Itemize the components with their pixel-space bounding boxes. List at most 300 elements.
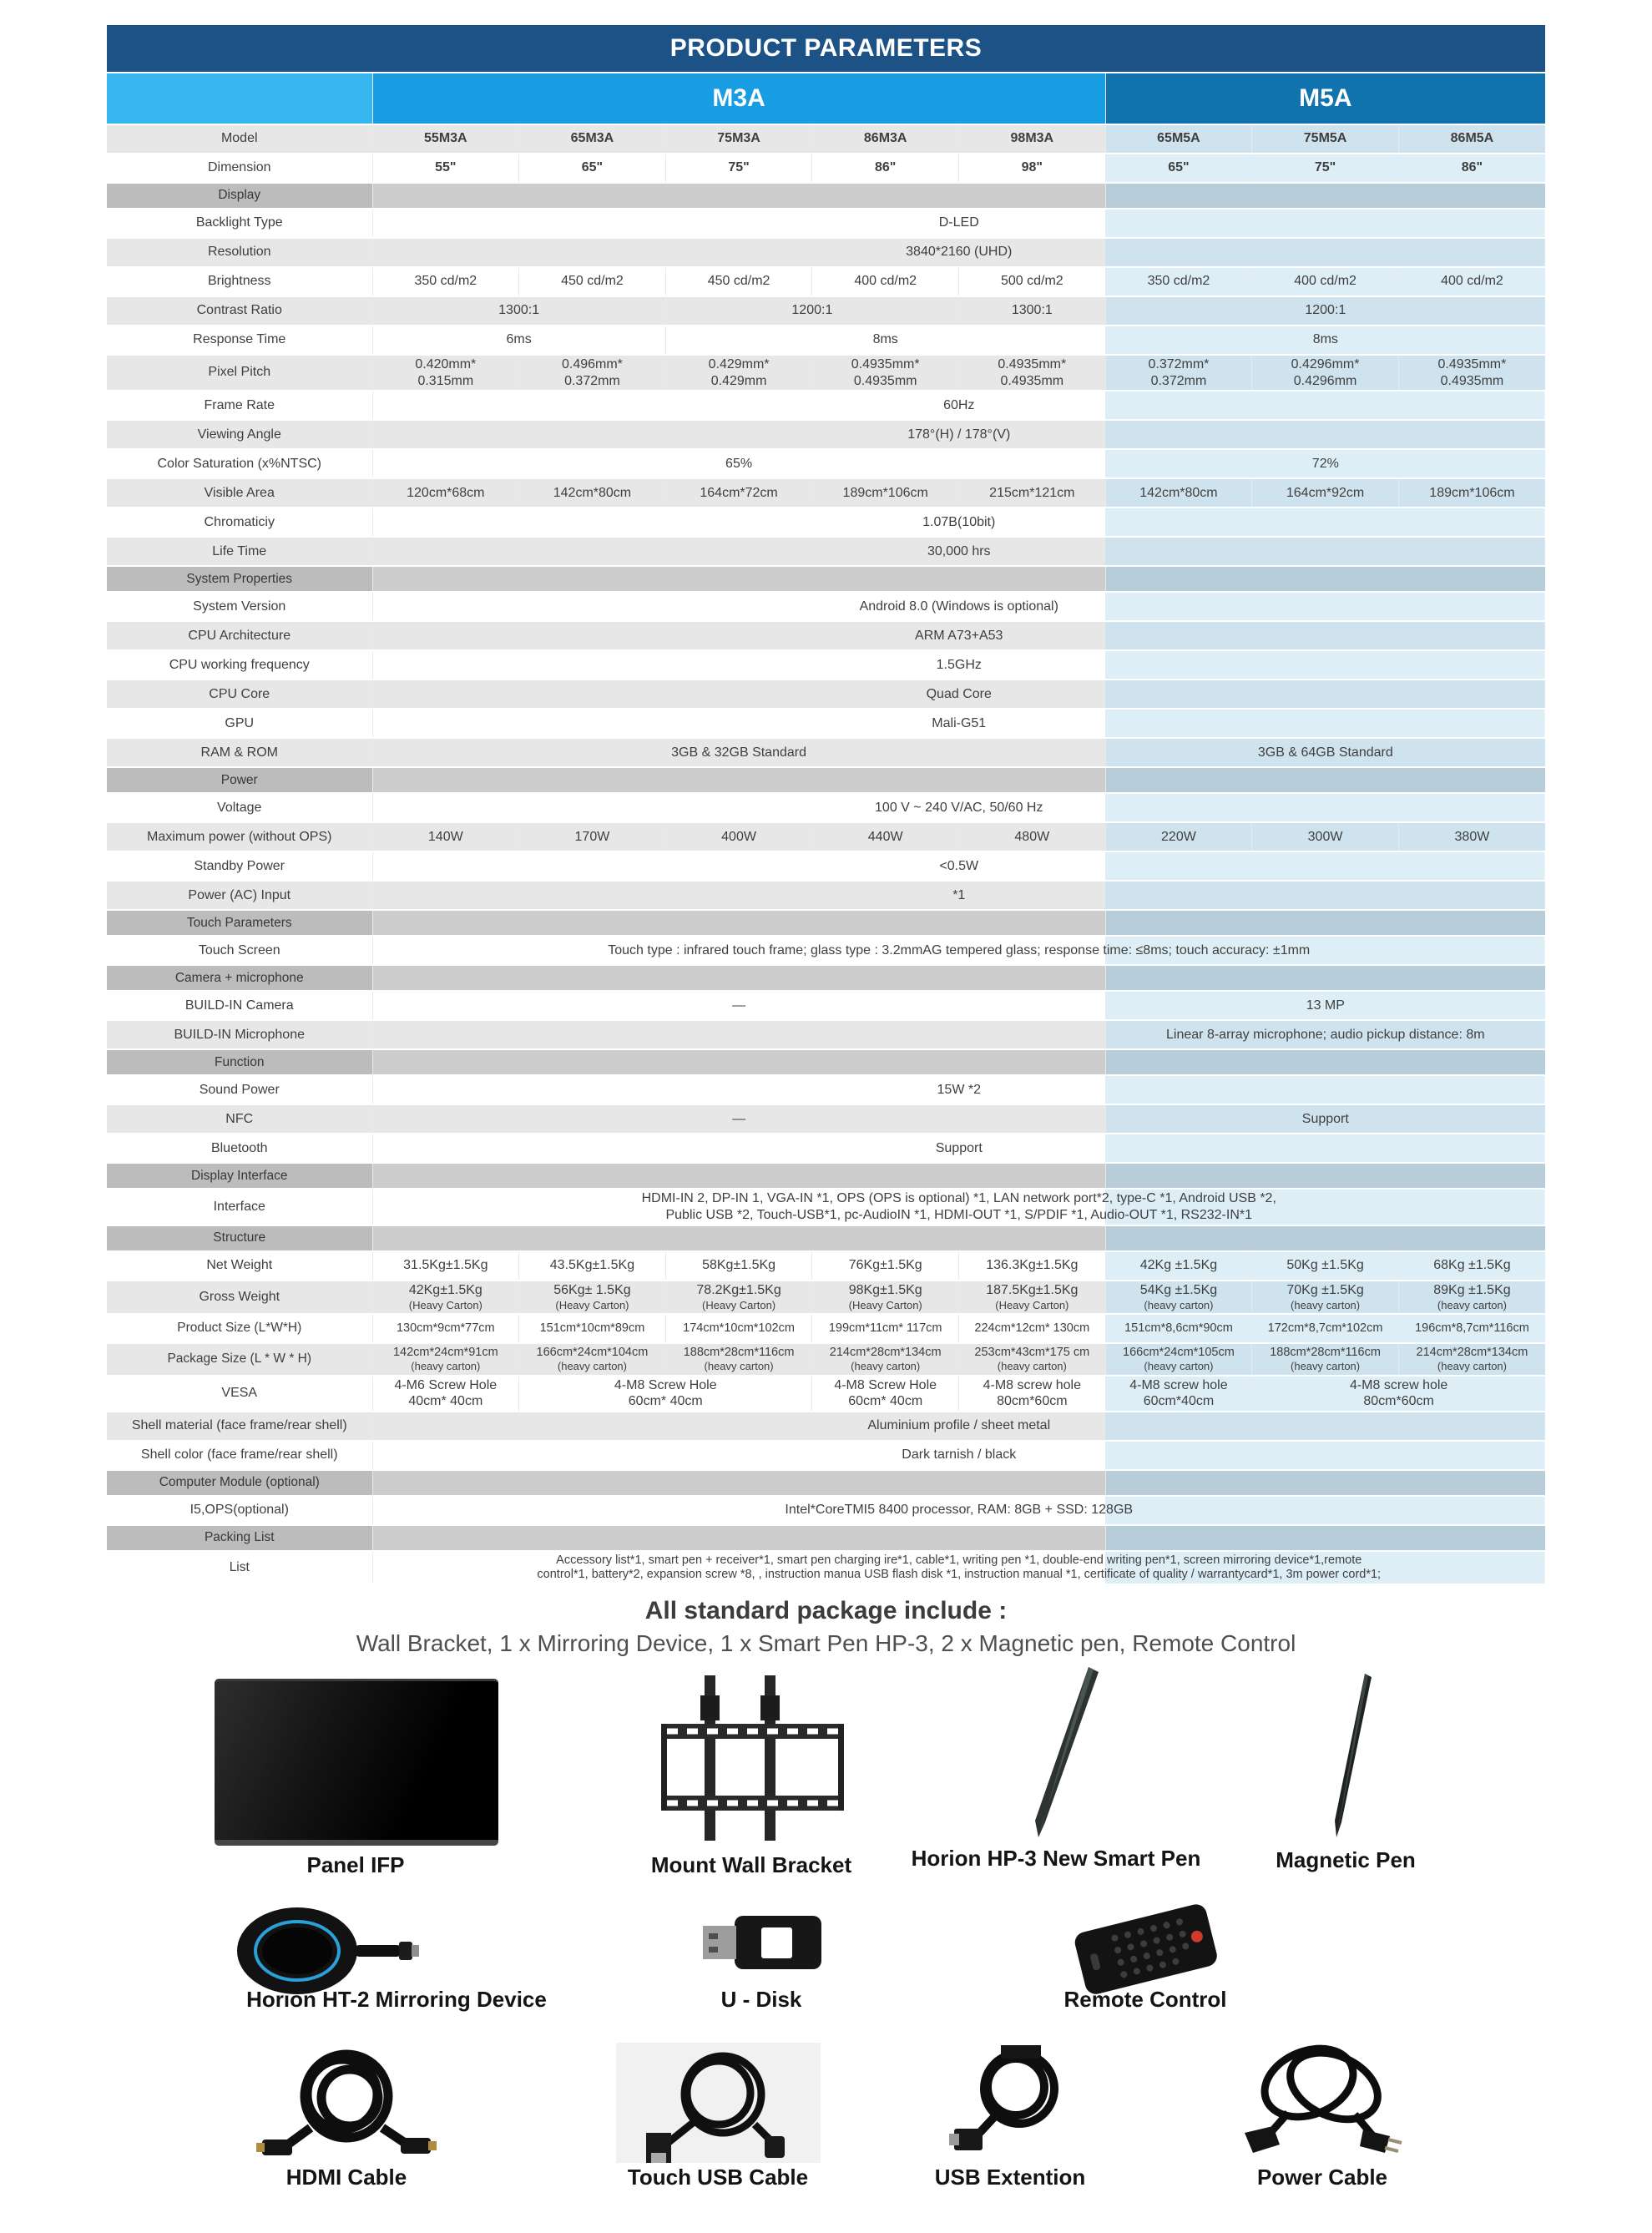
spec-value: 178°(H) / 178°(V) <box>372 420 1545 449</box>
spec-row-system-version <box>107 592 1545 621</box>
section-row-computer-module-optional <box>107 1470 1545 1496</box>
accessory-caption: Horion HT-2 Mirroring Device <box>246 1987 547 2013</box>
spec-value: 86" <box>812 154 959 183</box>
spec-label: NFC <box>107 1104 372 1134</box>
spec-row-backlight-type <box>107 209 1545 238</box>
usb-extension-cable-image <box>929 2045 1088 2162</box>
spec-value: Aluminium profile / sheet metal <box>372 1412 1545 1441</box>
spec-value: 86M3A <box>812 124 959 154</box>
spec-value: Support <box>1105 1104 1545 1134</box>
section-label: Packing List <box>107 1525 372 1551</box>
spec-value: 450 cd/m2 <box>519 267 666 296</box>
spec-label: Bluetooth <box>107 1134 372 1163</box>
spec-value: 214cm*28cm*134cm (heavy carton) <box>1398 1343 1545 1375</box>
spec-label: VESA <box>107 1376 372 1412</box>
spec-label: Voltage <box>107 793 372 822</box>
spec-row-gross-weight <box>107 1281 1545 1314</box>
spec-value-subline: 0.4296mm <box>1293 373 1357 388</box>
usb-disk-image <box>691 1909 829 1980</box>
spec-value: 58Kg±1.5Kg <box>665 1251 812 1281</box>
spec-value-subline: (heavy carton) <box>1437 1360 1507 1373</box>
spec-value: 65M5A <box>1105 124 1252 154</box>
spec-value-subline: 0.4935mm <box>1000 373 1064 388</box>
spec-value: 4-M8 screw hole 80cm*60cm <box>1252 1376 1545 1412</box>
spec-value-subline: (heavy carton) <box>704 1360 774 1373</box>
spec-value-subline: (heavy carton) <box>1144 1298 1214 1311</box>
spec-label: Product Size (L*W*H) <box>107 1314 372 1343</box>
section-fill-m5a <box>1105 910 1545 936</box>
spec-value: ARM A73+A53 <box>372 621 1545 650</box>
spec-label: Model <box>107 124 372 154</box>
spec-value: 42Kg ±1.5Kg <box>1105 1251 1252 1281</box>
spec-value: 140W <box>372 822 519 851</box>
spec-value: Accessory list*1, smart pen + receiver*1, smart pen charging ire*1, cable*1, writing pen *1, double-end writing pen*1, screen mirroring device*1,remote control*1, battery*2, expansion screw *8, , instruction manua USB flash disk *1, instruction manual *1, certificate of quality / warrantycard*1, 3m power cord*1; <box>372 1551 1545 1584</box>
spec-value: 142cm*80cm <box>1105 478 1252 508</box>
section-row-display-interface <box>107 1163 1545 1189</box>
spec-value: 196cm*8,7cm*116cm <box>1398 1314 1545 1343</box>
spec-value: 0.4935mm* 0.4935mm <box>812 355 959 391</box>
spec-value: D-LED <box>372 209 1545 238</box>
hdmi-cable-image <box>249 2048 445 2167</box>
spec-value: 400 cd/m2 <box>1398 267 1545 296</box>
accessory-caption: Horion HP-3 New Smart Pen <box>911 1846 1201 1872</box>
spec-value: 224cm*12cm* 130cm <box>959 1314 1106 1343</box>
section-label: Structure <box>107 1225 372 1251</box>
spec-value: — <box>372 1104 1105 1134</box>
spec-value: 0.4935mm* 0.4935mm <box>959 355 1106 391</box>
spec-row-standby-power <box>107 851 1545 881</box>
spec-value: 70Kg ±1.5Kg (heavy carton) <box>1252 1281 1399 1314</box>
spec-value: 350 cd/m2 <box>1105 267 1252 296</box>
section-fill-m5a <box>1105 965 1545 991</box>
spec-row-product-size-l-w-h <box>107 1314 1545 1343</box>
spec-value: 86M5A <box>1398 124 1545 154</box>
spec-value: 136.3Kg±1.5Kg <box>959 1251 1106 1281</box>
section-fill-m5a <box>1105 566 1545 592</box>
power-cable-image <box>1230 2043 1413 2164</box>
spec-row-gpu <box>107 709 1545 738</box>
series-m3a-header: M3A <box>372 73 1105 124</box>
spec-value-subline: 60cm* 40cm <box>628 1394 703 1409</box>
section-label: System Properties <box>107 566 372 592</box>
section-fill-m5a <box>1105 1225 1545 1251</box>
spec-value-subline: control*1, battery*2, expansion screw *8, , instruction manua USB flash disk *1, instruction manual *1, certificate of quality / warrantycard*1, 3m power cord*1; <box>537 1568 1382 1582</box>
spec-value: 65" <box>1105 154 1252 183</box>
spec-value: 6ms <box>372 326 665 355</box>
spec-label: Touch Screen <box>107 936 372 965</box>
spec-label: GPU <box>107 709 372 738</box>
spec-value-subline: Public USB *2, Touch-USB*1, pc-AudioIN *1, HDMI-OUT *1, S/PDIF *1, Audio-OUT *1, RS232-IN*1 <box>665 1208 1252 1223</box>
spec-value: 89Kg ±1.5Kg (heavy carton) <box>1398 1281 1545 1314</box>
section-fill-m3a <box>372 1525 1105 1551</box>
spec-value: 440W <box>812 822 959 851</box>
spec-value: 98M3A <box>959 124 1106 154</box>
spec-value: 4-M8 Screw Hole 60cm* 40cm <box>812 1376 959 1412</box>
spec-label: Pixel Pitch <box>107 355 372 391</box>
spec-value: 400 cd/m2 <box>1252 267 1399 296</box>
section-row-touch-parameters <box>107 910 1545 936</box>
spec-value-subline: 80cm*60cm <box>997 1394 1068 1409</box>
spec-value: 86" <box>1398 154 1545 183</box>
spec-value: 42Kg±1.5Kg (Heavy Carton) <box>372 1281 519 1314</box>
accessory-caption: Touch USB Cable <box>627 2165 809 2190</box>
section-fill-m5a <box>1105 1163 1545 1189</box>
section-label: Function <box>107 1049 372 1075</box>
spec-value: 55" <box>372 154 519 183</box>
spec-value: <0.5W <box>372 851 1545 881</box>
spec-value: Dark tarnish / black <box>372 1441 1545 1470</box>
spec-value: 170W <box>519 822 666 851</box>
spec-value-subline: (Heavy Carton) <box>701 1298 776 1311</box>
spec-label: Sound Power <box>107 1075 372 1104</box>
spec-label: Shell material (face frame/rear shell) <box>107 1412 372 1441</box>
spec-label: Standby Power <box>107 851 372 881</box>
spec-row-response-time <box>107 326 1545 355</box>
accessory-caption: Magnetic Pen <box>1276 1847 1416 1873</box>
touch-usb-cable-image <box>616 2043 821 2167</box>
spec-value: 68Kg ±1.5Kg <box>1398 1251 1545 1281</box>
spec-value-subline: (heavy carton) <box>997 1360 1067 1373</box>
spec-row-power-ac-input <box>107 881 1545 910</box>
spec-value: 350 cd/m2 <box>372 267 519 296</box>
section-row-display <box>107 183 1545 209</box>
spec-value: 43.5Kg±1.5Kg <box>519 1251 666 1281</box>
spec-value-subline: (heavy carton) <box>411 1360 481 1373</box>
section-fill-m5a <box>1105 1049 1545 1075</box>
spec-value: 65" <box>519 154 666 183</box>
series-header-row <box>107 73 1545 124</box>
series-m5a-header: M5A <box>1105 73 1545 124</box>
spec-row-bluetooth <box>107 1134 1545 1163</box>
spec-row-cpu-architecture <box>107 621 1545 650</box>
section-fill-m5a <box>1105 183 1545 209</box>
spec-row-shell-color-face-frame-rear-shell <box>107 1441 1545 1470</box>
spec-value: 220W <box>1105 822 1252 851</box>
section-row-structure <box>107 1225 1545 1251</box>
spec-value: 98" <box>959 154 1106 183</box>
spec-value: 151cm*10cm*89cm <box>519 1314 666 1343</box>
spec-value: 380W <box>1398 822 1545 851</box>
spec-label: Maximum power (without OPS) <box>107 822 372 851</box>
flat-panel-image <box>215 1679 498 1846</box>
spec-label: Brightness <box>107 267 372 296</box>
spec-row-voltage <box>107 793 1545 822</box>
spec-value-subline: (Heavy Carton) <box>995 1298 1069 1311</box>
spec-row-model <box>107 124 1545 154</box>
spec-value: Intel*CoreTMI5 8400 processor, RAM: 8GB + SSD: 128GB <box>372 1496 1545 1525</box>
spec-value-subline: 80cm*60cm <box>1363 1394 1434 1409</box>
section-row-packing-list <box>107 1525 1545 1551</box>
spec-table <box>107 25 1545 1585</box>
spec-value: 214cm*28cm*134cm (heavy carton) <box>812 1343 959 1375</box>
spec-value-subline: 60cm* 40cm <box>848 1394 923 1409</box>
section-fill-m3a <box>372 1049 1105 1075</box>
spec-value <box>372 1020 1105 1049</box>
section-fill-m3a <box>372 910 1105 936</box>
spec-value: 199cm*11cm* 117cm <box>812 1314 959 1343</box>
spec-label: CPU Core <box>107 679 372 709</box>
spec-row-net-weight <box>107 1251 1545 1281</box>
spec-value: 0.4935mm* 0.4935mm <box>1398 355 1545 391</box>
spec-row-life-time <box>107 537 1545 566</box>
spec-row-contrast-ratio <box>107 296 1545 326</box>
section-fill-m3a <box>372 566 1105 592</box>
spec-value: 130cm*9cm*77cm <box>372 1314 519 1343</box>
spec-value: 0.429mm* 0.429mm <box>665 355 812 391</box>
spec-label: Viewing Angle <box>107 420 372 449</box>
spec-value-subline: 0.372mm <box>1150 373 1207 388</box>
spec-value: 142cm*80cm <box>519 478 666 508</box>
spec-label: Color Saturation (x%NTSC) <box>107 449 372 478</box>
spec-value: 76Kg±1.5Kg <box>812 1251 959 1281</box>
accessory-caption: HDMI Cable <box>285 2165 407 2190</box>
spec-value: 8ms <box>1105 326 1545 355</box>
package-note-items: Wall Bracket, 1 x Mirroring Device, 1 x Smart Pen HP-3, 2 x Magnetic pen, Remote Control <box>356 1630 1296 1657</box>
spec-row-cpu-core <box>107 679 1545 709</box>
spec-value: 142cm*24cm*91cm (heavy carton) <box>372 1343 519 1375</box>
section-fill-m3a <box>372 183 1105 209</box>
spec-value-subline: 0.429mm <box>710 373 767 388</box>
accessory-caption: Mount Wall Bracket <box>650 1852 852 1878</box>
section-label: Computer Module (optional) <box>107 1470 372 1496</box>
spec-value: 60Hz <box>372 391 1545 420</box>
spec-value: 0.372mm* 0.372mm <box>1105 355 1252 391</box>
table-title-row <box>107 25 1545 73</box>
spec-value: 65% <box>372 449 1105 478</box>
spec-value-subline: 0.4935mm <box>853 373 917 388</box>
spec-row-touch-screen <box>107 936 1545 965</box>
spec-row-dimension <box>107 154 1545 183</box>
spec-value: 187.5Kg±1.5Kg (Heavy Carton) <box>959 1281 1106 1314</box>
spec-label: Net Weight <box>107 1251 372 1281</box>
spec-label: Resolution <box>107 238 372 267</box>
spec-value: 75M5A <box>1252 124 1399 154</box>
spec-value-subline: 0.4935mm <box>1440 373 1504 388</box>
spec-row-build-in-microphone <box>107 1020 1545 1049</box>
spec-row-shell-material-face-frame-rear-shell <box>107 1412 1545 1441</box>
spec-value: 253cm*43cm*175 cm (heavy carton) <box>959 1343 1106 1375</box>
spec-value: 30,000 hrs <box>372 537 1545 566</box>
spec-label: CPU Architecture <box>107 621 372 650</box>
spec-value-subline: 60cm*40cm <box>1143 1394 1215 1409</box>
spec-value: 300W <box>1252 822 1399 851</box>
spec-value-subline: 40cm* 40cm <box>408 1394 483 1409</box>
spec-label: Backlight Type <box>107 209 372 238</box>
spec-value: 172cm*8,7cm*102cm <box>1252 1314 1399 1343</box>
magnetic-pen-image <box>1313 1672 1388 1845</box>
spec-value: 1200:1 <box>1105 296 1545 326</box>
spec-value-subline: (heavy carton) <box>1437 1298 1507 1311</box>
section-fill-m5a <box>1105 767 1545 793</box>
package-note <box>107 1597 1545 1657</box>
accessories-gallery <box>107 1665 1545 2233</box>
spec-value: 0.4296mm* 0.4296mm <box>1252 355 1399 391</box>
spec-label: BUILD-IN Camera <box>107 991 372 1020</box>
spec-value: 55M3A <box>372 124 519 154</box>
spec-label: Shell color (face frame/rear shell) <box>107 1441 372 1470</box>
spec-row-resolution <box>107 238 1545 267</box>
wall-bracket-image <box>654 1672 851 1849</box>
spec-value: 98Kg±1.5Kg (Heavy Carton) <box>812 1281 959 1314</box>
page-title: PRODUCT PARAMETERS <box>107 25 1545 73</box>
section-label: Display <box>107 183 372 209</box>
spec-row-viewing-angle <box>107 420 1545 449</box>
spec-value: 13 MP <box>1105 991 1545 1020</box>
section-fill-m3a <box>372 767 1105 793</box>
section-fill-m3a <box>372 1225 1105 1251</box>
spec-label: I5,OPS(optional) <box>107 1496 372 1525</box>
package-note-heading: All standard package include : <box>644 1597 1008 1625</box>
section-fill-m3a <box>372 1163 1105 1189</box>
spec-value: Mali-G51 <box>372 709 1545 738</box>
spec-row-list <box>107 1551 1545 1584</box>
spec-sheet-page <box>0 25 1652 2190</box>
spec-value-subline: (heavy carton) <box>1291 1298 1361 1311</box>
spec-value: HDMI-IN 2, DP-IN 1, VGA-IN *1, OPS (OPS is optional) *1, LAN network port*2, type-C *1, Android USB *2, Public USB *2, Touch-USB*1, pc-AudioIN *1, HDMI-OUT *1, S/PDIF *1, Audio-OUT *1, RS232-IN*1 <box>372 1189 1545 1225</box>
spec-label: RAM & ROM <box>107 738 372 767</box>
section-row-power <box>107 767 1545 793</box>
spec-label: Dimension <box>107 154 372 183</box>
spec-label: System Version <box>107 592 372 621</box>
spec-value: 4-M8 screw hole 80cm*60cm <box>959 1376 1106 1412</box>
spec-value: Quad Core <box>372 679 1545 709</box>
spec-value: 8ms <box>665 326 1105 355</box>
spec-value: 75" <box>1252 154 1399 183</box>
spec-value: 3GB & 32GB Standard <box>372 738 1105 767</box>
section-row-system-properties <box>107 566 1545 592</box>
spec-value: 15W *2 <box>372 1075 1545 1104</box>
spec-label: List <box>107 1551 372 1584</box>
spec-value-subline: (heavy carton) <box>1144 1360 1214 1373</box>
spec-row-color-saturation-x-ntsc <box>107 449 1545 478</box>
spec-value: 75M3A <box>665 124 812 154</box>
spec-value: 0.420mm* 0.315mm <box>372 355 519 391</box>
spec-row-ram-rom <box>107 738 1545 767</box>
spec-value-subline: 0.372mm <box>564 373 620 388</box>
spec-label: Gross Weight <box>107 1281 372 1314</box>
spec-row-frame-rate <box>107 391 1545 420</box>
spec-value: 189cm*106cm <box>1398 478 1545 508</box>
spec-value: Linear 8-array microphone; audio pickup distance: 8m <box>1105 1020 1545 1049</box>
accessory-caption: Remote Control <box>1063 1987 1227 2013</box>
spec-value-subline: 0.315mm <box>417 373 474 388</box>
spec-row-build-in-camera <box>107 991 1545 1020</box>
spec-label: Interface <box>107 1189 372 1225</box>
spec-label: Contrast Ratio <box>107 296 372 326</box>
spec-value-subline: (heavy carton) <box>1291 1360 1361 1373</box>
spec-value: 188cm*28cm*116cm (heavy carton) <box>665 1343 812 1375</box>
spec-row-chromaticiy <box>107 508 1545 537</box>
spec-value: 480W <box>959 822 1106 851</box>
spec-value-subline: (heavy carton) <box>851 1360 921 1373</box>
section-fill-m3a <box>372 1470 1105 1496</box>
spec-value: 4-M8 Screw Hole 60cm* 40cm <box>519 1376 812 1412</box>
spec-value: 0.496mm* 0.372mm <box>519 355 666 391</box>
spec-value: Support <box>372 1134 1545 1163</box>
spec-value: 1300:1 <box>959 296 1106 326</box>
spec-value: 100 V ~ 240 V/AC, 50/60 Hz <box>372 793 1545 822</box>
spec-label: Power (AC) Input <box>107 881 372 910</box>
spec-value: 174cm*10cm*102cm <box>665 1314 812 1343</box>
spec-row-pixel-pitch <box>107 355 1545 391</box>
spec-value-subline: (heavy carton) <box>557 1360 627 1373</box>
accessory-caption: USB Extention <box>934 2165 1086 2190</box>
spec-value: 54Kg ±1.5Kg (heavy carton) <box>1105 1281 1252 1314</box>
spec-value: 166cm*24cm*104cm (heavy carton) <box>519 1343 666 1375</box>
accessory-caption: Power Cable <box>1256 2165 1388 2190</box>
spec-value: 50Kg ±1.5Kg <box>1252 1251 1399 1281</box>
accessory-caption: Panel IFP <box>306 1852 405 1878</box>
spec-value: *1 <box>372 881 1545 910</box>
spec-label: Chromaticiy <box>107 508 372 537</box>
spec-value: 65M3A <box>519 124 666 154</box>
spec-value: 72% <box>1105 449 1545 478</box>
spec-row-visible-area <box>107 478 1545 508</box>
spec-value: 4-M8 screw hole 60cm*40cm <box>1105 1376 1252 1412</box>
spec-label: Package Size (L * W * H) <box>107 1343 372 1375</box>
spec-value: 189cm*106cm <box>812 478 959 508</box>
spec-value: 400W <box>665 822 812 851</box>
smart-pen-image <box>1017 1665 1109 1847</box>
spec-value: 3840*2160 (UHD) <box>372 238 1545 267</box>
spec-row-i5-ops-optional <box>107 1496 1545 1525</box>
section-label: Display Interface <box>107 1163 372 1189</box>
section-label: Camera + microphone <box>107 965 372 991</box>
spec-label: Frame Rate <box>107 391 372 420</box>
spec-value: Touch type : infrared touch frame; glass type : 3.2mmAG tempered glass; response time: ≤8ms; touch accuracy: ±1mm <box>372 936 1545 965</box>
spec-value: 1.5GHz <box>372 650 1545 679</box>
spec-value: 4-M6 Screw Hole 40cm* 40cm <box>372 1376 519 1412</box>
section-label: Power <box>107 767 372 793</box>
corner-cell <box>107 73 372 124</box>
section-fill-m3a <box>372 965 1105 991</box>
spec-value: 400 cd/m2 <box>812 267 959 296</box>
spec-row-maximum-power-without-ops <box>107 822 1545 851</box>
spec-row-nfc <box>107 1104 1545 1134</box>
section-row-camera-microphone <box>107 965 1545 991</box>
spec-value: 188cm*28cm*116cm (heavy carton) <box>1252 1343 1399 1375</box>
spec-value: 56Kg± 1.5Kg (Heavy Carton) <box>519 1281 666 1314</box>
spec-value: 3GB & 64GB Standard <box>1105 738 1545 767</box>
spec-value: 151cm*8,6cm*90cm <box>1105 1314 1252 1343</box>
spec-label: Visible Area <box>107 478 372 508</box>
spec-row-interface <box>107 1189 1545 1225</box>
spec-value: 1.07B(10bit) <box>372 508 1545 537</box>
spec-row-sound-power <box>107 1075 1545 1104</box>
spec-row-cpu-working-frequency <box>107 650 1545 679</box>
section-fill-m5a <box>1105 1525 1545 1551</box>
spec-value: 215cm*121cm <box>959 478 1106 508</box>
accessory-caption: U - Disk <box>720 1987 802 2013</box>
spec-value: 78.2Kg±1.5Kg (Heavy Carton) <box>665 1281 812 1314</box>
spec-value: 120cm*68cm <box>372 478 519 508</box>
spec-value: 1200:1 <box>665 296 958 326</box>
spec-row-vesa <box>107 1376 1545 1412</box>
spec-value: 500 cd/m2 <box>959 267 1106 296</box>
spec-value-subline: (Heavy Carton) <box>408 1298 482 1311</box>
spec-row-package-size-l-w-h <box>107 1343 1545 1375</box>
spec-value: Android 8.0 (Windows is optional) <box>372 592 1545 621</box>
spec-row-brightness <box>107 267 1545 296</box>
spec-value: 164cm*92cm <box>1252 478 1399 508</box>
spec-value: 164cm*72cm <box>665 478 812 508</box>
spec-label: CPU working frequency <box>107 650 372 679</box>
spec-value: 31.5Kg±1.5Kg <box>372 1251 519 1281</box>
spec-value: 450 cd/m2 <box>665 267 812 296</box>
spec-value: 1300:1 <box>372 296 665 326</box>
spec-label: Life Time <box>107 537 372 566</box>
section-row-function <box>107 1049 1545 1075</box>
